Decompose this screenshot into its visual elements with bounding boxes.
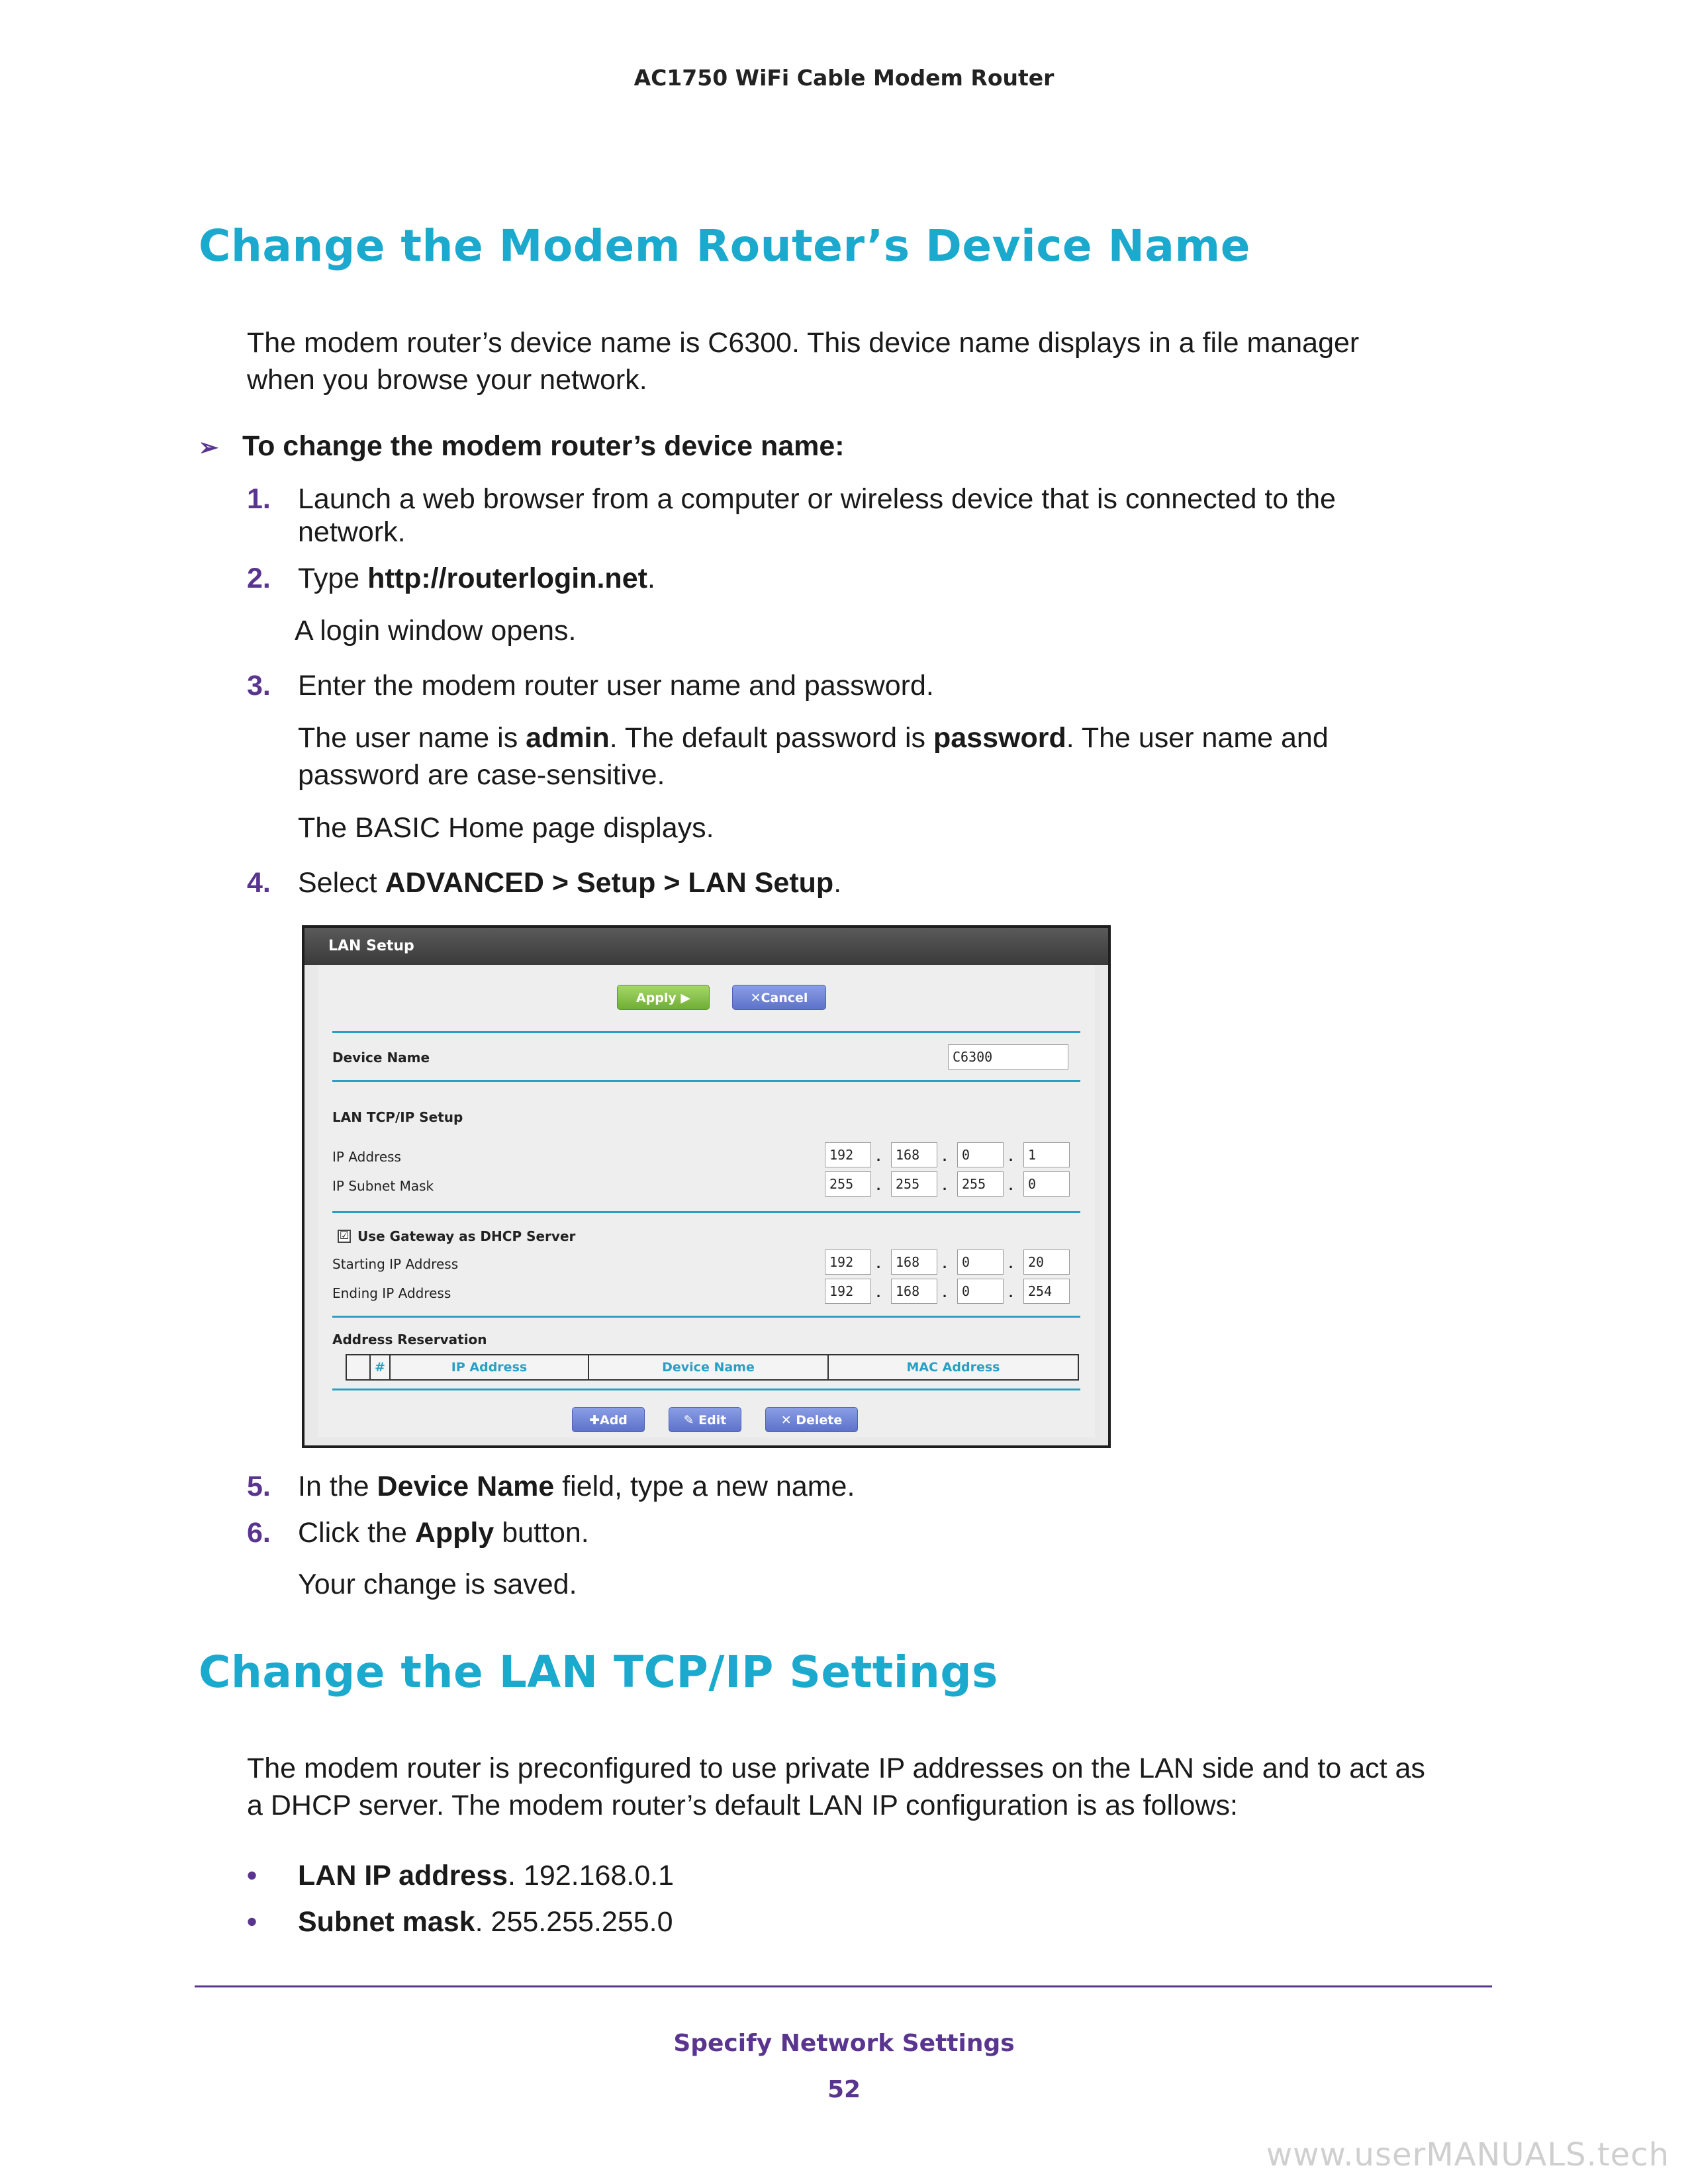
- reservation-table-header: [346, 1354, 1079, 1381]
- lan-setup-body: Apply ▶ ✕Cancel Device Name C6300 LAN TCP/IP Setup IP Address 192 . 168 . 0 . 1 IP Subnet Mask 255 . 255 . 255 . 0 ☑ Use Gateway as DHCP Server Starting IP Address 192 . 168 . 0 . 20 Ending IP Address 192 . 168 . 0 . 254 Address Reservation # IP Address Device Name MAC Address ✚Add ✎ Edit ✕ Delete: [318, 965, 1095, 1437]
- start-octet-1[interactable]: 192: [825, 1250, 871, 1275]
- step-number: 2.: [247, 563, 271, 594]
- default-password: password: [933, 722, 1066, 754]
- bullet-value: . 255.255.255.0: [475, 1906, 673, 1938]
- subnet-octet-2[interactable]: 255: [891, 1171, 937, 1197]
- page-number: 52: [827, 2076, 861, 2103]
- procedure-title-text: To change the modem router’s device name:: [242, 430, 845, 462]
- step-3-text: Enter the modem router user name and password.: [298, 670, 934, 702]
- tcpip-setup-label: LAN TCP/IP Setup: [332, 1109, 463, 1125]
- device-name-input[interactable]: C6300: [948, 1044, 1068, 1069]
- step-6-note: Your change is saved.: [298, 1569, 577, 1600]
- step-1-line-2: network.: [298, 516, 406, 548]
- watermark: www.userMANUALS.tech: [1266, 2136, 1669, 2173]
- footer-rule: [195, 1985, 1492, 1987]
- step-2-text: Type http://routerlogin.net.: [298, 563, 655, 594]
- step-number: 4.: [247, 867, 271, 899]
- running-header: AC1750 WiFi Cable Modem Router: [633, 65, 1055, 91]
- step-3-note-2: The BASIC Home page displays.: [298, 812, 714, 844]
- lan-setup-title: LAN Setup: [305, 928, 1108, 965]
- section2-intro-line-1: The modem router is preconfigured to use private IP addresses on the LAN side and to act as: [247, 1752, 1425, 1784]
- step-number: 6.: [247, 1517, 271, 1549]
- subnet-octet-4[interactable]: 0: [1023, 1171, 1070, 1197]
- arrow-icon: ➢: [199, 433, 219, 461]
- footer-section-title: Specify Network Settings: [673, 2030, 1015, 2057]
- ip-octet-1[interactable]: 192: [825, 1142, 871, 1167]
- ip-octet-3[interactable]: 0: [957, 1142, 1004, 1167]
- ip-octet-4[interactable]: 1: [1023, 1142, 1070, 1167]
- start-octet-2[interactable]: 168: [891, 1250, 937, 1275]
- bullet-icon: •: [247, 1860, 258, 1891]
- add-button[interactable]: ✚Add: [572, 1407, 645, 1432]
- divider: [332, 1388, 1080, 1390]
- start-octet-4[interactable]: 20: [1023, 1250, 1070, 1275]
- subnet-octet-3[interactable]: 255: [957, 1171, 1004, 1197]
- step-5-text: In the Device Name field, type a new name.: [298, 1471, 855, 1502]
- procedure-title: [199, 430, 845, 463]
- divider: [332, 1316, 1080, 1318]
- col-number: #: [371, 1355, 391, 1379]
- subnet-octet-1[interactable]: 255: [825, 1171, 871, 1197]
- section2-intro: [247, 1750, 1425, 1824]
- col-device-name[interactable]: Device Name: [589, 1355, 829, 1379]
- start-octet-3[interactable]: 0: [957, 1250, 1004, 1275]
- section-heading-device-name: Change the Modem Router’s Device Name: [199, 220, 1250, 271]
- ip-octet-2[interactable]: 168: [891, 1142, 937, 1167]
- bullet-label: Subnet mask: [298, 1906, 475, 1938]
- router-url: http://routerlogin.net: [367, 563, 647, 594]
- starting-ip-label: Starting IP Address: [332, 1256, 459, 1272]
- divider: [332, 1031, 1080, 1033]
- intro-line-1: The modem router’s device name is C6300. This device name displays in a file manager: [247, 327, 1360, 359]
- step-number: 3.: [247, 670, 271, 702]
- apply-button[interactable]: Apply ▶: [617, 985, 710, 1010]
- dhcp-label: Use Gateway as DHCP Server: [357, 1228, 576, 1244]
- device-name-label: Device Name: [332, 1050, 430, 1066]
- default-username: admin: [526, 722, 610, 754]
- dhcp-checkbox[interactable]: ☑: [338, 1230, 351, 1243]
- cancel-button[interactable]: ✕Cancel: [732, 985, 826, 1010]
- end-octet-4[interactable]: 254: [1023, 1279, 1070, 1304]
- col-ip-address[interactable]: IP Address: [391, 1355, 589, 1379]
- section2-intro-line-2: a DHCP server. The modem router’s default LAN IP configuration is as follows:: [247, 1790, 1238, 1821]
- ip-address-label: IP Address: [332, 1149, 401, 1165]
- divider: [332, 1080, 1080, 1082]
- end-octet-3[interactable]: 0: [957, 1279, 1004, 1304]
- subnet-mask-label: IP Subnet Mask: [332, 1178, 434, 1194]
- step-6-text: Click the Apply button.: [298, 1517, 589, 1549]
- bullet-icon: •: [247, 1906, 258, 1938]
- address-reservation-label: Address Reservation: [332, 1332, 487, 1347]
- ending-ip-label: Ending IP Address: [332, 1285, 451, 1301]
- edit-button[interactable]: ✎ Edit: [669, 1407, 741, 1432]
- step-1-line-1: Launch a web browser from a computer or wireless device that is connected to the: [298, 483, 1336, 515]
- intro-paragraph: [247, 324, 1359, 398]
- delete-button[interactable]: ✕ Delete: [765, 1407, 858, 1432]
- step-3-note: The user name is admin. The default password is password. The user name and password are case-sensitive.: [298, 722, 1329, 791]
- menu-path: ADVANCED > Setup > LAN Setup: [385, 867, 834, 899]
- intro-line-2: when you browse your network.: [247, 364, 647, 396]
- bullet-value: . 192.168.0.1: [508, 1860, 675, 1891]
- section-heading-lan-tcpip: Change the LAN TCP/IP Settings: [199, 1647, 998, 1698]
- step-4-text: Select ADVANCED > Setup > LAN Setup.: [298, 867, 842, 899]
- bullet-label: LAN IP address: [298, 1860, 508, 1891]
- step-2-note: A login window opens.: [295, 615, 577, 647]
- step-number: 5.: [247, 1471, 271, 1502]
- step-number: 1.: [247, 483, 271, 515]
- divider: [332, 1211, 1080, 1213]
- lan-setup-screenshot: [302, 925, 1111, 1448]
- end-octet-1[interactable]: 192: [825, 1279, 871, 1304]
- end-octet-2[interactable]: 168: [891, 1279, 937, 1304]
- col-mac-address[interactable]: MAC Address: [906, 1360, 1000, 1375]
